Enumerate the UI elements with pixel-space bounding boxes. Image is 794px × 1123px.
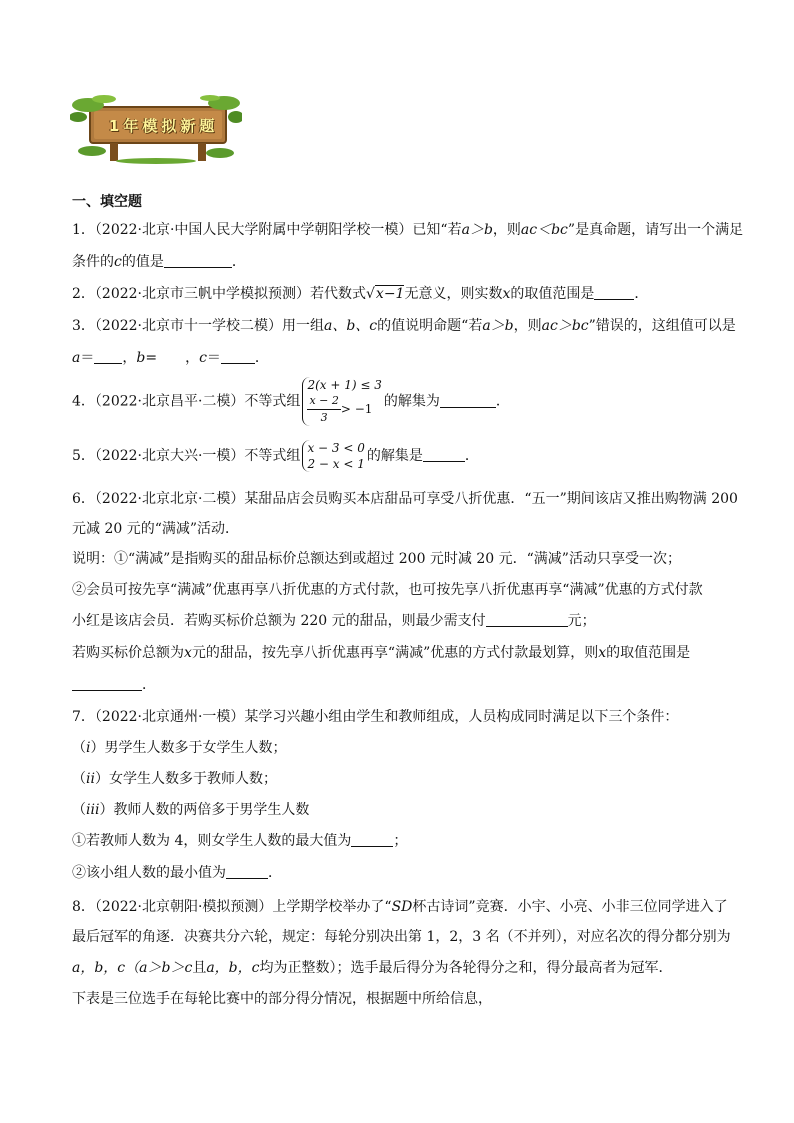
q3-var-a: a [72,350,81,366]
q3-text: ，则 [513,318,542,334]
q4-text: ． [495,393,510,410]
q8-line3 [72,959,672,977]
q3-conclusion: ac＞bc [541,318,589,334]
q4-inequality-2 [307,393,381,426]
q3-line1 [72,317,736,335]
q3-condition: a＞b [482,318,514,334]
q8-variables: a，b，c [206,960,260,976]
q8-line2: 最后冠军的角逐．决赛共分六轮，规定：每轮分别决出第 1，2，3 名（不并列），对应名次的得分都分别为 [72,929,731,945]
q6-variable: x [598,645,607,661]
q8-variables: a，b，c（a＞b＞c [72,960,193,976]
q7-condition-2: （ii）女学生人数多于教师人数； [72,771,277,787]
q1-answer-blank[interactable] [164,253,232,268]
q1-text: ，则 [492,222,521,238]
q3-text: ， [185,350,200,366]
q3-var-c: c [199,350,207,366]
q5-text: 5．（2022·北京大兴·一模）不等式组 [72,448,301,464]
q4-inequality-system [302,377,381,426]
q1-variable: c [114,254,122,270]
q4-inequality-1: 2(x + 1) ≤ 3 [307,378,382,392]
q7-condition-number: i [86,740,91,756]
q8-line4: 下表是三位选手在每轮比赛中的部分得分情况，根据题中所给信息， [72,991,492,1007]
q4-text: 的解集为 [383,393,440,410]
q2-text: ． [634,286,649,302]
q4-text: 4．（2022·北京昌平·二模）不等式组 [72,393,301,410]
q7-line1: 7．（2022·北京通州·一模）某学习兴趣小组由学生和教师组成，人员构成同时满足以下三个条件： [72,709,679,725]
q7-condition-number: iii [86,802,100,818]
q7-condition-3: （iii）教师人数的两倍多于男学生人数 [72,802,310,818]
q6-line3: 说明：①“满减”是指购买的甜品标价总额达到或超过 200 元时减 20 元．“满减”活动只享受一次； [72,551,681,567]
q2-text: 无意义，则实数 [404,286,503,302]
q1-text: ． [231,254,246,270]
q8-text: 且 [192,960,207,976]
q7-condition-text: 教师人数的两倍多于男学生人数 [113,802,310,818]
q3-text: 的值说明命题“若 [377,318,483,334]
q4-answer-blank[interactable] [440,393,496,408]
q4-inequality-rhs: > −1 [340,402,373,416]
q5-answer-blank[interactable] [423,447,465,462]
q7-text: ②该小组人数的最小值为 [72,865,226,881]
q6-line1: 6．（2022·北京北京·二模）某甜品店会员购买本店甜品可享受八折优惠．“五一”期间该店又推出购物满 200 [72,491,738,507]
q3-text: ”错误的，这组值可以是 [588,318,736,334]
q7-subq-2 [72,864,282,882]
q4-line [72,377,510,426]
q1-text: 条件的 [72,254,114,270]
q2-variable: x [502,286,511,302]
q8-sd-label: SD [391,899,413,915]
q6-line5 [72,612,596,630]
q1-line1 [72,221,743,239]
q5-text: ． [464,448,479,464]
q3-text: ， [122,350,137,366]
q7-condition-number: ii [86,771,95,787]
q6-text: 的取值范围是 [606,645,691,661]
q2-line [72,285,648,303]
q1-text: 1．（2022·北京·中国人民大学附属中学朝阳学校一模）已知“若 [72,222,462,238]
q3-text: = [145,350,158,366]
q3-text: ＝ [80,350,95,366]
q7-answer-blank-1[interactable] [351,832,393,847]
q7-text: ； [393,833,408,849]
q7-text: ． [268,865,282,881]
q3-blank-c[interactable] [221,349,255,364]
q7-condition-text: 女学生人数多于教师人数； [108,771,277,787]
q2-text: 2．（2022·北京市三帆中学模拟预测）若代数式 [72,286,366,302]
q1-line2 [72,253,246,271]
q6-line4: ②会员可按先享“满减”优惠再享八折优惠的方式付款，也可按先享八折优惠再享“满减”优惠的方式付款 [72,582,703,598]
q6-variable: x [184,645,192,661]
q7-answer-blank-2[interactable] [226,864,268,879]
q3-text: 3．（2022·北京市十一学校二模）用一组 [72,318,324,334]
q6-answer-blank-1[interactable] [486,612,568,627]
q7-condition-text: 男学生人数多于女学生人数； [104,740,287,756]
q1-text: 的值是 [121,254,164,270]
q6-text: ． [142,677,156,693]
wooden-sign-banner [70,95,242,165]
q5-inequality-system [302,440,364,472]
q8-line1 [72,898,728,916]
q6-text: 小红是该店会员．若购买标价总额为 220 元的甜品，则最少需支付 [72,613,486,629]
q6-line6 [72,644,690,662]
section-title: 一、填空题 [72,194,142,210]
q6-line2: 元减 20 元的“满减”活动． [72,521,240,537]
banner-title: 1年模拟新题 [108,117,219,135]
q2-text: 的取值范围是 [510,286,595,302]
q1-condition: a＞b [461,222,493,238]
q7-condition-1: （i）男学生人数多于女学生人数； [72,740,287,756]
q8-text: 均为正整数）；选手最后得分为各轮得分之和，得分最高者为冠军． [259,960,673,976]
q6-answer-blank-2[interactable] [72,676,142,691]
q2-radicand: x−1 [375,286,405,302]
q7-subq-1 [72,832,407,850]
q2-answer-blank[interactable] [594,285,634,300]
q5-inequality-2: 2 − x < 1 [307,457,365,471]
q6-line7 [72,676,156,694]
q6-text: 元； [567,613,596,629]
q3-blank-a[interactable] [94,349,122,364]
q7-text: ①若教师人数为 4，则女学生人数的最大值为 [72,833,352,849]
q3-line2 [72,349,269,367]
q4-frac-numerator: x − 2 [307,393,340,410]
q3-var-b: b [136,350,146,366]
q5-text: 的解集是 [366,448,423,464]
q8-text: 杯古诗词”竞赛．小宇、小亮、小非三位同学进入了 [412,899,728,915]
sqrt-icon: √ [366,286,375,302]
q8-text: 8．（2022·北京朝阳·模拟预测）上学期学校举办了“ [72,899,392,915]
q6-text: 若购买标价总额为 [72,645,184,661]
q6-text: 元的甜品，按先享八折优惠再享“满减”优惠的方式付款最划算，则 [191,645,599,661]
q5-inequality-1: x − 3 < 0 [307,441,365,455]
q3-text: ． [254,350,269,366]
q3-variables: a、b、c [324,318,378,334]
q3-text: ＝ [206,350,221,366]
q4-frac-denominator: 3 [320,411,328,424]
q1-conclusion: ac＜bc [520,222,568,238]
q5-line [72,440,479,472]
q1-text: ”是真命题，请写出一个满足 [567,222,744,238]
